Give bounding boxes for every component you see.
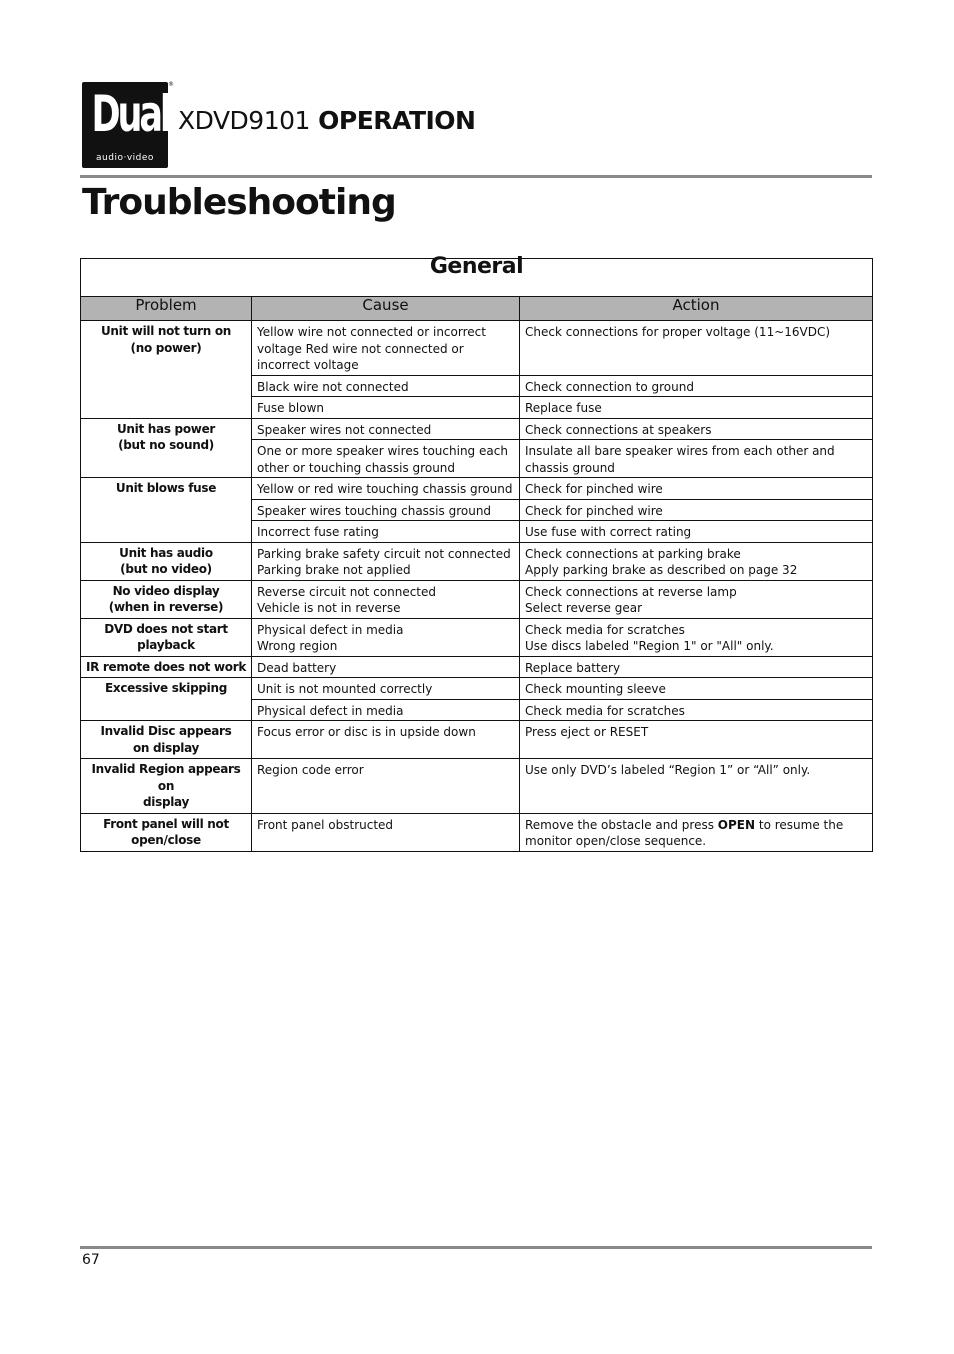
logo-subtext: audio·video — [96, 153, 154, 163]
cause-cell — [252, 813, 520, 851]
cause-cell — [252, 678, 520, 700]
action-cell — [520, 499, 873, 521]
table-section-title: General — [81, 259, 873, 297]
action-cell-line: Replace fuse — [525, 401, 602, 415]
cause-cell — [252, 499, 520, 521]
table-header-row — [81, 297, 873, 321]
problem-cell — [81, 542, 252, 580]
problem-cell — [81, 759, 252, 814]
action-cell-line: Check connection to ground — [525, 379, 694, 394]
cause-cell-line: Physical defect in media — [257, 622, 404, 637]
cause-cell — [252, 580, 520, 618]
cause-cell — [252, 321, 520, 376]
action-cell — [520, 521, 873, 543]
action-cell-line: Select reverse gear — [525, 601, 643, 615]
action-cell — [520, 618, 873, 656]
table-row — [81, 721, 873, 759]
dual-logo — [82, 82, 168, 168]
action-cell — [520, 321, 873, 376]
action-cell-line: Check for pinched wire — [525, 503, 663, 518]
bottom-divider — [80, 1246, 872, 1249]
problem-cell — [81, 721, 252, 759]
action-cell-line: Check media for scratches — [525, 622, 685, 637]
cause-cell — [252, 656, 520, 678]
action-cell — [520, 699, 873, 721]
problem-line: playback — [137, 638, 195, 652]
action-cell — [520, 759, 873, 814]
cause-cell-line: Parking brake safety circuit not connected — [257, 546, 511, 561]
cause-cell-line: Parking brake not applied — [257, 563, 411, 577]
cause-cell — [252, 721, 520, 759]
action-cell — [520, 656, 873, 678]
action-cell — [520, 678, 873, 700]
action-text: Remove the obstacle and press — [525, 817, 718, 832]
cause-cell — [252, 521, 520, 543]
cause-cell-line: Physical defect in media — [257, 703, 404, 718]
table-row — [81, 656, 873, 678]
table-row — [81, 678, 873, 700]
cause-cell-line: Focus error or disc is in upside down — [257, 725, 476, 739]
problem-line: (when in reverse) — [108, 600, 224, 614]
cause-cell-line: One or more speaker wires touching each other or touching chassis ground — [257, 444, 508, 475]
cause-cell-line: Wrong region — [257, 639, 338, 653]
problem-line: Unit has audio — [119, 545, 213, 560]
problem-line: (no power) — [130, 340, 202, 355]
table-row — [81, 418, 873, 440]
cause-cell-line: Fuse blown — [257, 401, 325, 415]
cause-cell-line: Yellow wire not connected or incorrect voltage Red wire not connected or incorrect voltage — [257, 325, 486, 372]
problem-cell — [81, 678, 252, 721]
cause-cell — [252, 759, 520, 814]
action-cell-line: Apply parking brake as described on page 32 — [525, 563, 798, 577]
action-cell — [520, 375, 873, 397]
cause-cell-line: Speaker wires touching chassis ground — [257, 503, 492, 518]
problem-line: Unit has power — [116, 421, 216, 436]
table-row — [81, 478, 873, 500]
problem-cell — [81, 580, 252, 618]
action-cell — [520, 478, 873, 500]
cause-cell — [252, 440, 520, 478]
action-cell — [520, 542, 873, 580]
action-cell-line: Press eject or RESET — [525, 725, 649, 739]
action-cell — [520, 721, 873, 759]
problem-cell — [81, 813, 252, 851]
logo-wordmark: Dual — [91, 85, 169, 143]
action-cell — [520, 418, 873, 440]
action-cell-line: Check connections at parking brake — [525, 546, 741, 561]
problem-cell — [81, 656, 252, 678]
troubleshooting-table — [80, 254, 873, 852]
problem-cell — [81, 321, 252, 419]
page-number: 67 — [82, 1252, 100, 1268]
action-keyword: OPEN — [717, 817, 756, 832]
cause-cell — [252, 618, 520, 656]
action-cell-line: Check media for scratches — [525, 703, 685, 718]
action-cell — [520, 440, 873, 478]
table-section-row — [81, 259, 873, 297]
problem-line: Front panel will not — [103, 816, 229, 831]
action-cell-line: Check connections at speakers — [525, 422, 712, 437]
cause-cell — [252, 699, 520, 721]
cause-cell-line: Black wire not connected — [257, 379, 409, 394]
table-row — [81, 759, 873, 814]
cause-cell-line: Reverse circuit not connected — [257, 584, 437, 599]
table-row — [81, 542, 873, 580]
action-cell-line: Check mounting sleeve — [525, 682, 666, 696]
action-cell — [520, 580, 873, 618]
top-divider — [80, 175, 872, 178]
section-name: OPERATION — [318, 106, 476, 135]
action-cell-line: Check connections for proper voltage (11~16VDC) — [525, 325, 831, 339]
action-cell-line: Check connections at reverse lamp — [525, 584, 737, 599]
column-header-cause: Cause — [252, 297, 520, 321]
problem-line: No video display — [112, 583, 220, 598]
cause-cell-line: Region code error — [257, 763, 364, 777]
problem-line: Excessive skipping — [105, 681, 227, 695]
cause-cell — [252, 418, 520, 440]
problem-line: display — [143, 795, 189, 809]
cause-cell-line: Speaker wires not connected — [257, 422, 432, 437]
problem-line: on display — [132, 740, 200, 755]
problem-line: (but no sound) — [118, 438, 214, 452]
page-title: Troubleshooting — [82, 182, 396, 223]
column-header-problem: Problem — [81, 297, 252, 321]
problem-line: DVD does not start — [104, 621, 228, 636]
cause-cell-line: Vehicle is not in reverse — [257, 601, 401, 615]
cause-cell — [252, 375, 520, 397]
cause-cell-line: Incorrect fuse rating — [257, 525, 379, 539]
problem-line: Invalid Disc appears — [100, 724, 232, 738]
action-text: to resume the monitor open/close sequence. — [525, 817, 844, 848]
action-cell-line: Use discs labeled "Region 1" or "All" only. — [525, 639, 774, 653]
action-cell — [520, 397, 873, 419]
problem-cell — [81, 618, 252, 656]
problem-line: Unit will not turn on — [100, 324, 232, 338]
table-row — [81, 813, 873, 851]
action-cell-line: Use fuse with correct rating — [525, 525, 692, 539]
cause-cell — [252, 397, 520, 419]
table-row — [81, 580, 873, 618]
action-cell-line: Replace battery — [525, 660, 621, 675]
action-cell-line: Use only DVD’s labeled “Region 1” or “All” only. — [525, 763, 811, 777]
problem-line: IR remote does not work — [85, 659, 247, 674]
cause-cell — [252, 478, 520, 500]
problem-cell — [81, 478, 252, 543]
registered-mark-icon: ® — [168, 81, 174, 88]
column-header-action: Action — [520, 297, 873, 321]
action-cell-line: Insulate all bare speaker wires from each other and chassis ground — [525, 444, 835, 475]
problem-line: open/close — [131, 833, 201, 847]
problem-line: Invalid Region appears on — [91, 762, 241, 793]
problem-line: (but no video) — [120, 562, 212, 576]
header-title — [178, 106, 475, 135]
cause-cell-line: Dead battery — [257, 660, 337, 675]
cause-cell-line: Front panel obstructed — [257, 817, 394, 832]
action-cell — [520, 813, 873, 851]
problem-cell — [81, 418, 252, 478]
cause-cell-line: Unit is not mounted correctly — [257, 682, 433, 696]
cause-cell — [252, 542, 520, 580]
cause-cell-line: Yellow or red wire touching chassis ground — [257, 482, 513, 496]
action-cell-line: Check for pinched wire — [525, 482, 663, 496]
table-row — [81, 321, 873, 376]
table-row — [81, 618, 873, 656]
model-name: XDVD9101 — [178, 106, 310, 135]
problem-line: Unit blows fuse — [115, 481, 217, 495]
